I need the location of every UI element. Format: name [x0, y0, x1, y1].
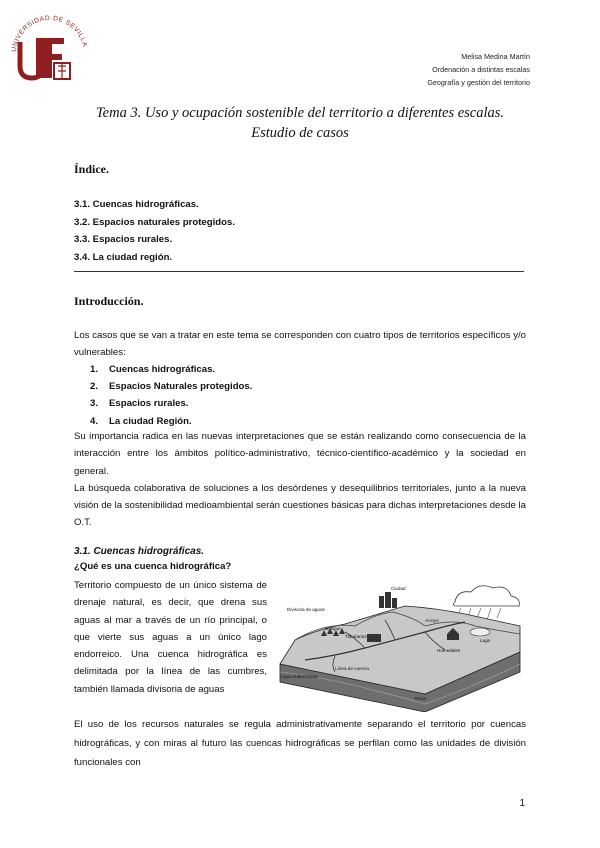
university-logo [6, 8, 94, 82]
list-item: 4. La ciudad Región. [90, 415, 192, 427]
header-info [427, 50, 530, 89]
divider [74, 271, 524, 272]
section-question: ¿Qué es una cuenca hidrográfica? [74, 561, 232, 572]
fig-label-city: Ciudad [391, 586, 406, 591]
intro-p3: La búsqueda colaborativa de soluciones a los desórdenes y desequilibrios territoriales, junto a la nueva visión de la sostenibilidad medioambiental serán cuestiones básicas para dichas interpretaciones desde la O.T. [74, 482, 526, 529]
section-continuation: El uso de los recursos naturales se regula administrativamente separando el territorio por cuencas hidrográficas, y con miras al futuro las cuencas hidrográficas se perfilan como las unidades de división funcionales con [74, 719, 526, 768]
intro-p1: Los casos que se van a tratar en este tema se corresponden con cuatro tipos de territorios específicos y/o vulnerables: [74, 330, 526, 359]
title-line-1: Tema 3. Uso y ocupación sostenible del territorio a diferentes escalas. [95, 105, 505, 121]
fig-label-tributaries: Tributarios [345, 634, 367, 639]
page-number: 1 [519, 798, 525, 809]
fig-label-forest: Bosque [325, 626, 341, 631]
fig-label-rock: Roca [415, 696, 426, 701]
intro-p2: Su importancia radica en las nuevas interpretaciones que se están realizando como consecuencia de la interacción entre los ámbitos político-administrativo, técnico-científico-académico y la sociedad en general. [74, 431, 526, 477]
section-body: Territorio compuesto de un único sistema de drenaje natural, es decir, que drena sus aguas al mar a través de un río principal, o que vierte sus aguas a un único lago endorreico. Una cuenca hidrográfica es delimitada por la línea de las cumbres, también llamada divisoria de aguas [74, 580, 267, 695]
index-item: 3.2. Espacios naturales protegidos. [74, 216, 236, 228]
logo-text: UNIVERSIDAD DE SEVILLA [10, 14, 89, 53]
fig-label-wetlands: Humedales [437, 648, 461, 653]
fig-label-divide: Divisoria de aguas [287, 607, 325, 612]
document-title [0, 103, 600, 143]
intro-heading: Introducción. [74, 294, 144, 308]
list-item: 2. Espacios Naturales protegidos. [90, 381, 253, 393]
watershed-diagram [275, 582, 525, 712]
intro-paragraph-2 [74, 428, 526, 532]
index-item: 3.4. La ciudad región. [74, 251, 173, 263]
fig-label-stream: Arroyo [425, 618, 439, 623]
title-line-2: Estudio de casos [251, 125, 349, 141]
intro-list [90, 361, 252, 430]
fig-label-basin: Línea de cuenca [335, 666, 369, 671]
fig-label-aquifer: Agua subterránea [281, 674, 318, 679]
fig-label-lake: Lago [480, 638, 491, 643]
course-name: Ordenación a distintas escalas [432, 65, 530, 74]
index-heading: Índice. [74, 162, 110, 176]
index-item: 3.1. Cuencas hidrográficas. [74, 199, 199, 210]
subject-name: Geografía y gestión del territorio [427, 78, 530, 87]
author-name: Melisa Medina Martín [461, 52, 530, 61]
intro-paragraph-1 [74, 327, 526, 362]
section-title: 3.1. Cuencas hidrográficas. [74, 546, 205, 557]
list-item: 1. Cuencas hidrográficas. [90, 364, 216, 375]
list-item: 3. Espacios rurales. [90, 398, 189, 410]
index-list [74, 196, 235, 266]
index-item: 3.3. Espacios rurales. [74, 234, 173, 246]
